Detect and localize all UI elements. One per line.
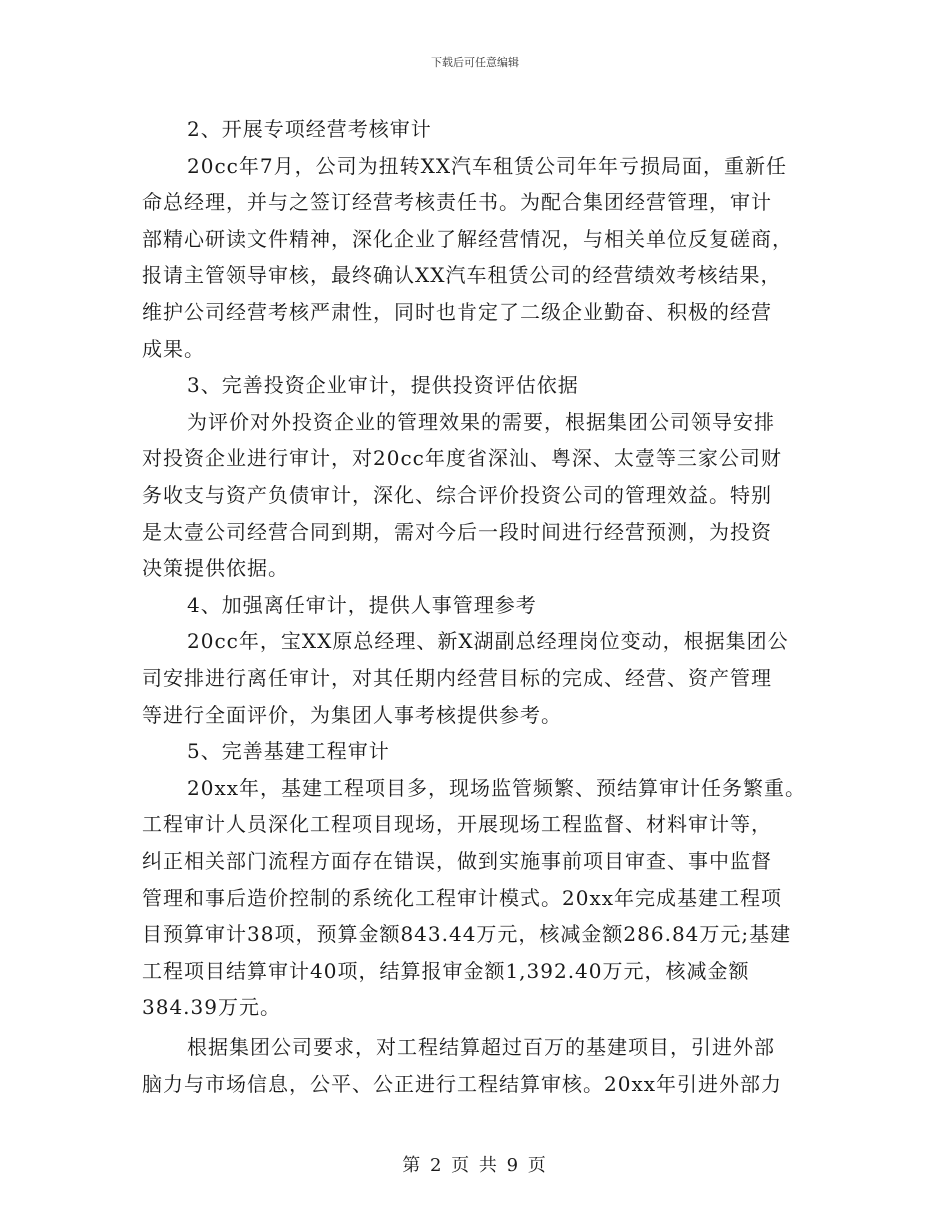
- text-line: 根据集团公司要求，对工程结算超过百万的基建项目，引进外部: [187, 1035, 775, 1059]
- text-line: 部精心研读文件精神，深化企业了解经营情况，与相关单位反复磋商，: [142, 227, 793, 251]
- heading-line: 5、完善基建工程审计: [187, 739, 390, 763]
- text-line: 工程项目结算审计40项，结算报审金额1,392.40万元，核减金额: [142, 959, 750, 983]
- text-line: 对投资企业进行审计，对20cc年度省深汕、粤深、太壹等三家公司财: [142, 446, 782, 470]
- text-line: 是太壹公司经营合同到期，需对今后一段时间进行经营预测，为投资: [142, 520, 772, 544]
- text-line: 为评价对外投资企业的管理效果的需要，根据集团公司领导安排: [187, 410, 775, 434]
- text-line: 报请主管领导审核，最终确认XX汽车租赁公司的经营绩效考核结果，: [142, 263, 782, 287]
- text-line: 20cc年，宝XX原总经理、新X湖副总经理岗位变动，根据集团公: [187, 629, 789, 653]
- text-line: 等进行全面评价，为集团人事考核提供参考。: [142, 703, 562, 727]
- text-line: 目预算审计38项，预算金额843.44万元，核减金额286.84万元;基建: [142, 922, 792, 946]
- page-number: 第 2 页 共 9 页: [402, 1155, 548, 1176]
- text-line: 脑力与市场信息，公平、公正进行工程结算审核。20xx年引进外部力: [142, 1072, 783, 1096]
- text-line: 20xx年，基建工程项目多，现场监管频繁、预结算审计任务繁重。: [187, 776, 807, 800]
- text-line: 决策提供依据。: [142, 556, 289, 580]
- page-header-note: 下载后可任意编辑: [431, 56, 519, 69]
- text-line: 384.39万元。: [142, 995, 281, 1019]
- text-line: 成果。: [142, 337, 205, 361]
- text-line: 工程审计人员深化工程项目现场，开展现场工程监督、材料审计等，: [142, 812, 772, 836]
- text-line: 命总经理，并与之签订经营考核责任书。为配合集团经营管理，审计: [142, 190, 772, 214]
- text-line: 维护公司经营考核严肃性，同时也肯定了二级企业勤奋、积极的经营: [142, 300, 772, 324]
- heading-line: 4、加强离任审计，提供人事管理参考: [187, 593, 537, 617]
- text-line: 管理和事后造价控制的系统化工程审计模式。20xx年完成基建工程项: [142, 886, 783, 910]
- text-line: 纠正相关部门流程方面存在错误，做到实施事前项目审查、事中监督: [142, 849, 772, 873]
- text-line: 司安排进行离任审计，对其任期内经营目标的完成、经营、资产管理: [142, 666, 772, 690]
- heading-line: 3、完善投资企业审计，提供投资评估依据: [187, 373, 579, 397]
- heading-line: 2、开展专项经营考核审计: [187, 117, 432, 141]
- text-line: 20cc年7月，公司为扭转XX汽车租赁公司年年亏损局面，重新任: [187, 154, 788, 178]
- text-line: 务收支与资产负债审计，深化、综合评价投资公司的管理效益。特别: [142, 483, 772, 507]
